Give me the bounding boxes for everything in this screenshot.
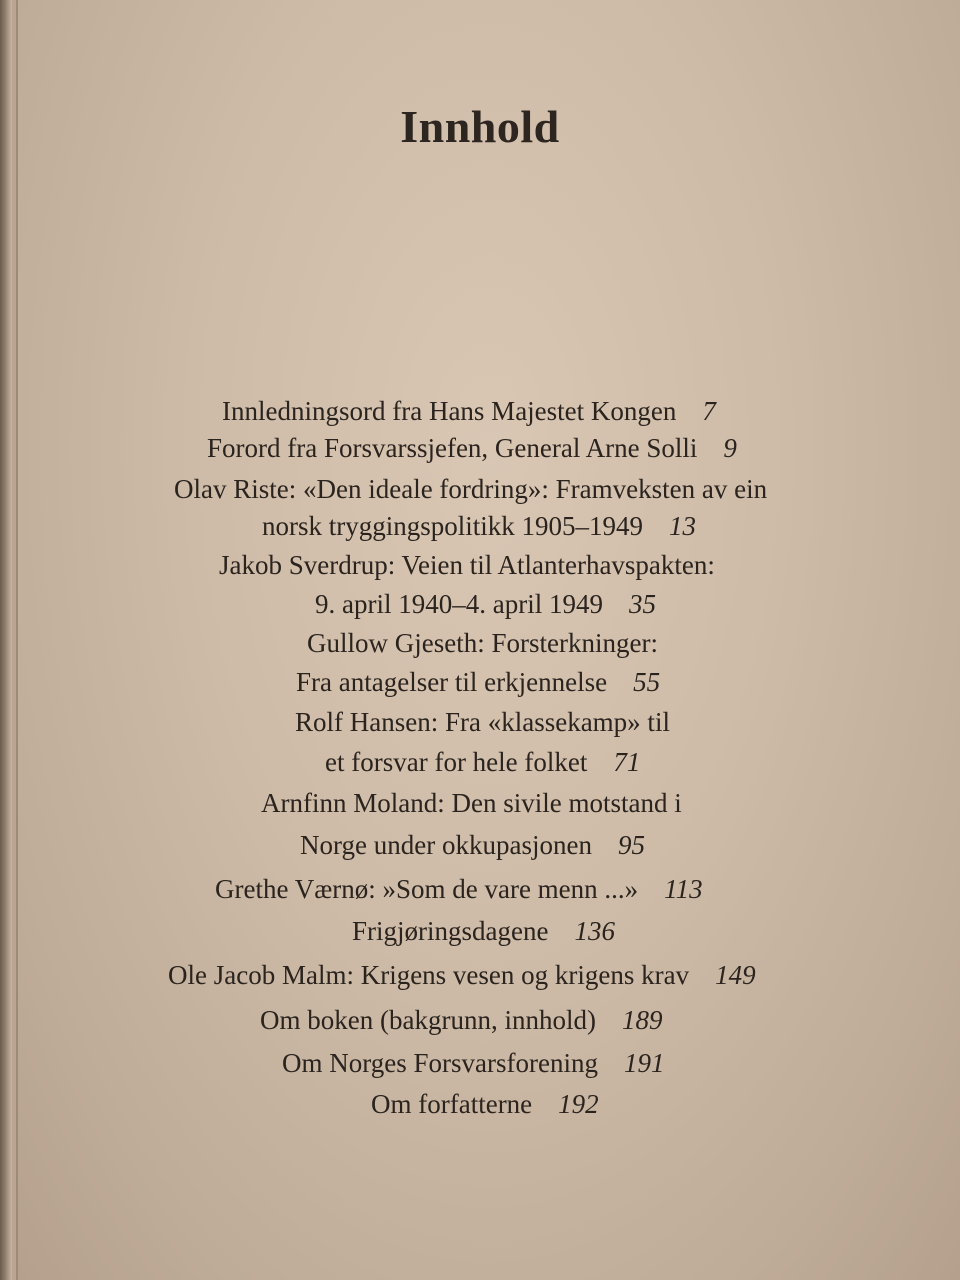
toc-entry-text: Fra antagelser til erkjennelse xyxy=(296,667,608,697)
toc-entry-sverdrup-line1 xyxy=(219,550,715,580)
toc-entry-kongen xyxy=(222,396,716,426)
toc-entry-riste-line1 xyxy=(174,474,767,504)
toc-page-number: 189 xyxy=(621,1005,663,1035)
toc-entry-om-boken xyxy=(260,1005,662,1035)
toc-entry-text: Gullow Gjeseth: Forsterkninger: xyxy=(307,628,658,658)
book-page-edge xyxy=(0,0,12,1280)
toc-entry-gjeseth-line2 xyxy=(296,667,660,697)
toc-entry-moland-line1 xyxy=(261,788,682,818)
toc-entry-moland-line2 xyxy=(300,830,645,860)
toc-entry-sverdrup-line2 xyxy=(315,589,656,619)
toc-entry-text: Arnfinn Moland: Den sivile motstand i xyxy=(261,788,682,818)
toc-entry-text: Ole Jacob Malm: Krigens vesen og krigens krav xyxy=(168,960,690,990)
toc-entry-forfatterne xyxy=(371,1089,599,1119)
toc-entry-text: Olav Riste: «Den ideale fordring»: Framveksten av ein xyxy=(174,474,768,504)
toc-page-number: 191 xyxy=(623,1048,665,1078)
toc-page-number: 13 xyxy=(669,511,697,541)
toc-page-number: 113 xyxy=(664,874,703,904)
toc-page-number: 192 xyxy=(558,1089,599,1119)
toc-entry-text: Jakob Sverdrup: Veien til Atlanterhavspakten: xyxy=(219,550,715,580)
toc-entry-text: norsk tryggingspolitikk 1905–1949 xyxy=(262,511,644,541)
toc-page-number: 71 xyxy=(613,747,641,777)
toc-page-number: 95 xyxy=(617,830,645,860)
toc-entry-frigjoringsdagene xyxy=(352,916,615,946)
toc-entry-text: Grethe Værnø: »Som de vare menn ...» xyxy=(215,874,639,904)
toc-entry-text: Om boken (bakgrunn, innhold) xyxy=(260,1005,596,1035)
toc-entry-riste-line2 xyxy=(262,511,696,541)
toc-page-number: 55 xyxy=(633,667,661,697)
toc-entry-text: Forord fra Forsvarssjefen, General Arne Solli xyxy=(207,433,698,463)
toc-page-number: 7 xyxy=(702,396,716,426)
toc-entry-text: Innledningsord fra Hans Majestet Kongen xyxy=(222,396,677,426)
toc-entry-text: Om forfatterne xyxy=(371,1089,533,1119)
toc-entry-vaernoe xyxy=(215,874,703,904)
toc-entry-gjeseth-line1 xyxy=(307,628,658,658)
toc-page-number: 9 xyxy=(723,433,737,463)
toc-page-number: 136 xyxy=(574,916,615,946)
toc-entry-text: et forsvar for hele folket xyxy=(325,747,588,777)
toc-entry-text: Norge under okkupasjonen xyxy=(300,830,592,860)
toc-entry-text: Frigjøringsdagene xyxy=(352,916,549,946)
toc-entry-text: 9. april 1940–4. april 1949 xyxy=(315,589,603,619)
toc-page-number: 35 xyxy=(628,589,656,619)
toc-entry-hansen-line1 xyxy=(295,707,670,737)
toc-entry-forsvarsforening xyxy=(282,1048,664,1078)
page-title: Innhold xyxy=(400,101,560,152)
toc-page-number: 149 xyxy=(715,960,756,990)
toc-entry-malm xyxy=(168,960,756,990)
toc-entry-forsvarssjefen xyxy=(207,433,737,463)
toc-entry-text: Rolf Hansen: Fra «klassekamp» til xyxy=(295,707,670,737)
toc-entry-text: Om Norges Forsvarsforening xyxy=(282,1048,598,1078)
toc-entry-hansen-line2 xyxy=(325,747,640,777)
